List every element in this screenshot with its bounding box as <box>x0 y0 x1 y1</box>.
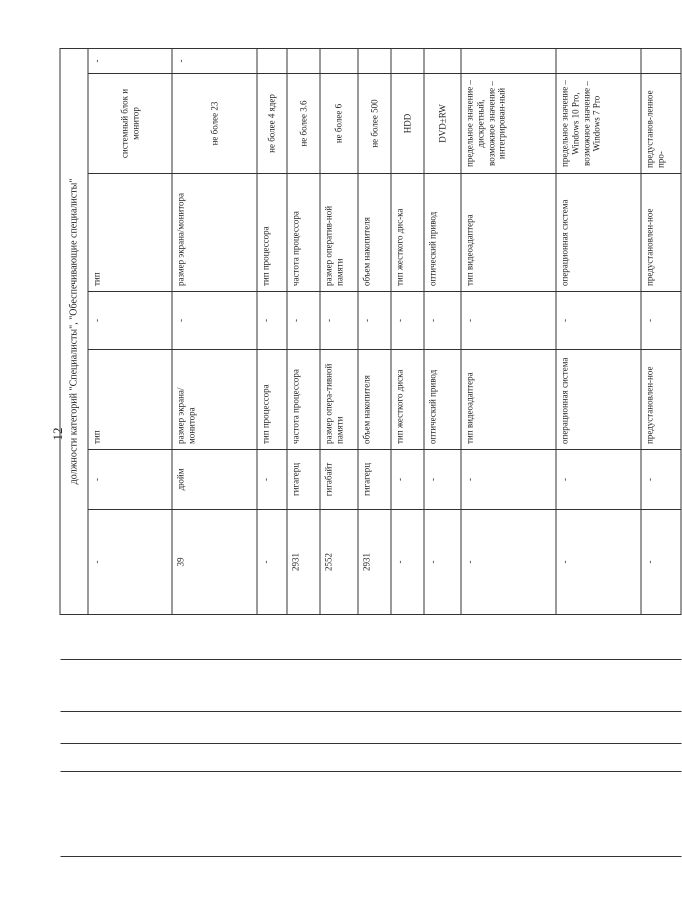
left-column <box>88 744 172 772</box>
cell: тип жесткого дис-ка <box>391 174 424 292</box>
left-column <box>461 660 556 712</box>
left-column <box>257 772 287 857</box>
cell: - <box>257 292 287 350</box>
cell: размер экрана/монитора <box>172 350 257 450</box>
cell: размер опера-тивной памяти <box>320 350 358 450</box>
cell <box>257 48 287 73</box>
left-column <box>556 660 641 712</box>
cell: - <box>556 510 641 615</box>
cell: - <box>556 292 641 350</box>
left-column <box>391 744 424 772</box>
cell <box>461 48 556 73</box>
left-column <box>60 615 88 660</box>
cell: предельное значение – Windows 10 Pro, возможное значение – Windows 7 Pro <box>556 74 641 174</box>
left-column <box>320 615 358 660</box>
cell: объем накопителя <box>358 174 391 292</box>
cell: тип видеоадаптера <box>461 174 556 292</box>
cell: - <box>257 450 287 510</box>
cell: - <box>391 292 424 350</box>
left-column <box>257 744 287 772</box>
left-column <box>287 615 320 660</box>
left-column <box>641 772 681 857</box>
left-column <box>391 712 424 744</box>
left-column <box>358 660 391 712</box>
cell: предустанов-ленное про- <box>641 74 681 174</box>
cell: тип <box>88 174 172 292</box>
left-column <box>172 615 257 660</box>
left-column <box>556 744 641 772</box>
cell: гигагерц <box>287 450 320 510</box>
left-column <box>391 615 424 660</box>
cell: - <box>88 48 172 73</box>
cell: предустановлен-ное <box>641 350 681 450</box>
left-column <box>88 660 172 712</box>
cell: - <box>424 510 461 615</box>
left-column <box>60 772 88 857</box>
cell: не более 3.6 <box>287 74 320 174</box>
cell: - <box>358 292 391 350</box>
cell: - <box>172 292 257 350</box>
cell: - <box>320 292 358 350</box>
cell: тип жесткого диска <box>391 350 424 450</box>
cell <box>358 48 391 73</box>
cell <box>320 48 358 73</box>
cell: тип видеоадаптера <box>461 350 556 450</box>
left-column <box>424 615 461 660</box>
left-column <box>320 772 358 857</box>
cell: не более 6 <box>320 74 358 174</box>
cell: операционная система <box>556 174 641 292</box>
cell: - <box>641 510 681 615</box>
cell: размер оператив-ной памяти <box>320 174 358 292</box>
cell: тип процессора <box>257 350 287 450</box>
cell: операционная система <box>556 350 641 450</box>
cell: частота процессора <box>287 350 320 450</box>
cell: не более 4 ядер <box>257 74 287 174</box>
cell: оптический привод <box>424 174 461 292</box>
cell: 2552 <box>320 510 358 615</box>
left-column <box>391 660 424 712</box>
cell: тип процессора <box>257 174 287 292</box>
left-column <box>358 615 391 660</box>
left-column <box>88 772 172 857</box>
left-column <box>257 615 287 660</box>
cell: тип <box>88 350 172 450</box>
left-column <box>60 660 88 712</box>
left-column <box>461 615 556 660</box>
cell: - <box>88 292 172 350</box>
left-column <box>88 615 172 660</box>
cell: объем накопителя <box>358 350 391 450</box>
cell: 39 <box>172 510 257 615</box>
rotated-table-wrapper <box>60 49 666 857</box>
cell: - <box>641 292 681 350</box>
left-column <box>287 744 320 772</box>
left-column <box>556 615 641 660</box>
left-column <box>424 660 461 712</box>
cell: - <box>424 292 461 350</box>
left-column <box>320 660 358 712</box>
cell: - <box>287 292 320 350</box>
left-column <box>320 744 358 772</box>
cell: DVD±RW <box>424 74 461 174</box>
cell: - <box>257 510 287 615</box>
left-column <box>358 772 391 857</box>
cell <box>641 48 681 73</box>
cell: оптический привод <box>424 350 461 450</box>
left-column <box>424 772 461 857</box>
cell: частота процессора <box>287 174 320 292</box>
left-column <box>60 744 88 772</box>
left-column <box>88 712 172 744</box>
cell: - <box>461 292 556 350</box>
left-column <box>320 712 358 744</box>
left-column <box>287 660 320 712</box>
cell: - <box>88 450 172 510</box>
left-column <box>172 660 257 712</box>
cell: - <box>556 450 641 510</box>
cell <box>424 48 461 73</box>
cell: 2931 <box>358 510 391 615</box>
left-column <box>172 712 257 744</box>
left-column <box>641 744 681 772</box>
cell <box>391 48 424 73</box>
cell: - <box>172 48 257 73</box>
cell: предельное значение – дискретный, возможное значение – интегрирован-ный <box>461 74 556 174</box>
left-column <box>424 744 461 772</box>
left-column <box>172 744 257 772</box>
cell: - <box>424 450 461 510</box>
cell: размер экрана/монитора <box>172 174 257 292</box>
cell <box>287 48 320 73</box>
left-column <box>461 772 556 857</box>
cell: гигагерц <box>358 450 391 510</box>
cell: системный блок и монитор <box>88 74 172 174</box>
cell: дюйм <box>172 450 257 510</box>
left-column <box>391 772 424 857</box>
cell: предустановлен-ное <box>641 174 681 292</box>
left-column <box>556 772 641 857</box>
left-column <box>424 712 461 744</box>
cell: гигабайт <box>320 450 358 510</box>
left-column <box>358 744 391 772</box>
cell: - <box>461 450 556 510</box>
cell <box>556 48 641 73</box>
left-column <box>461 712 556 744</box>
left-column <box>60 712 88 744</box>
left-column <box>257 660 287 712</box>
section-title: должности категорий "Специалисты", "Обеспечивающие специалисты" <box>60 48 88 614</box>
left-column <box>172 772 257 857</box>
left-column <box>641 660 681 712</box>
cell: 2931 <box>287 510 320 615</box>
left-column <box>641 712 681 744</box>
cell: - <box>391 450 424 510</box>
left-column <box>287 712 320 744</box>
cell: не более 500 <box>358 74 391 174</box>
cell: - <box>641 450 681 510</box>
specification-table <box>60 48 682 857</box>
left-column <box>257 712 287 744</box>
cell: HDD <box>391 74 424 174</box>
left-column <box>641 615 681 660</box>
cell: - <box>88 510 172 615</box>
page-number: 12 <box>50 427 65 441</box>
left-column <box>556 712 641 744</box>
cell: - <box>391 510 424 615</box>
left-column <box>358 712 391 744</box>
left-column <box>287 772 320 857</box>
cell: не более 23 <box>172 74 257 174</box>
left-column <box>461 744 556 772</box>
cell: - <box>461 510 556 615</box>
